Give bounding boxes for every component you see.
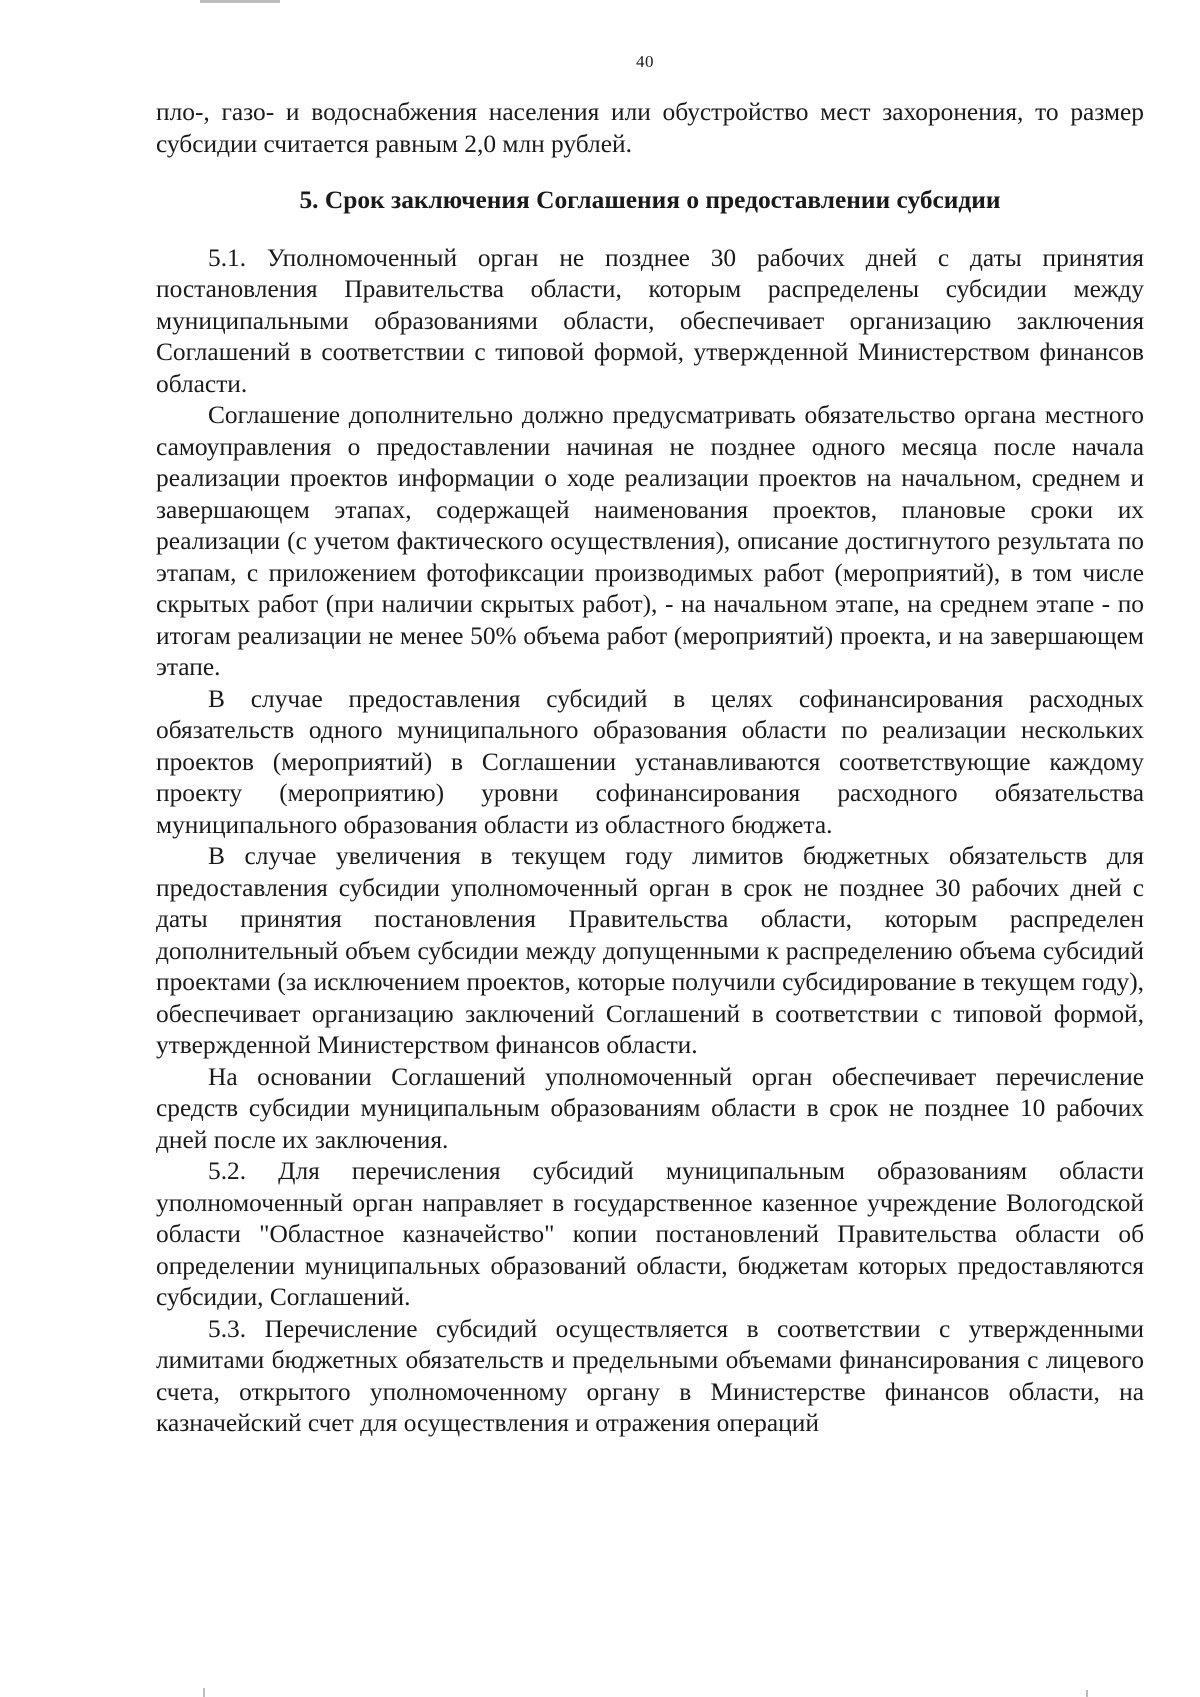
paragraph: Соглашение дополнительно должно предусматривать обязательство органа местного самоуправления о предоставлении начиная не позднее одного месяца после начала реализации проектов информации о ходе реализации проектов на начальном, среднем и завершающем этапах, содержащей наименования проектов, плановые сроки их реализации (с учетом фактического осуществления), описание достигнутого результата по этапам, с приложением фотофиксации производимых работ (мероприятий), в том числе скрытых работ (при наличии скрытых работ), - на начальном этапе, на среднем этапе - по итогам реализации не менее 50% объема работ (мероприятий) проекта, и на завершающем этапе.	[156, 401, 1144, 681]
scan-artifact-bottom-left	[203, 1688, 205, 1697]
section-heading: 5. Срок заключения Соглашения о предоставлении субсидии	[299, 186, 1001, 214]
paragraph: В случае увеличения в текущем году лимитов бюджетных обязательств для предоставления субсидии уполномоченный орган в срок не позднее 30 рабочих дней с даты принятия постановления Правительства области, которым распределен дополнительный объем субсидии между допущенными к распределению объема субсидий проектами (за исключением проектов, которые получили субсидирование в текущем году), обеспечивает организацию заключений Соглашений в соответствии с типовой формой, утвержденной Министерством финансов области.	[156, 842, 1144, 1059]
scan-artifact-bottom-right	[1086, 1690, 1088, 1697]
paragraph-continuation: пло-, газо- и водоснабжения населения или обустройство мест захоронения, то размер субсидии считается равным 2,0 млн рублей.	[156, 98, 1144, 158]
paragraph: В случае предоставления субсидий в целях софинансирования расходных обязательств одного муниципального образования области по реализации нескольких проектов (мероприятий) в Соглашении устанавливаются соответствующие каждому проекту (мероприятию) уровни софинансирования расходного обязательства муниципального образования области из областного бюджета.	[156, 684, 1144, 839]
page-number: 40	[636, 52, 654, 71]
document-body	[156, 97, 1144, 1440]
paragraph: На основании Соглашений уполномоченный орган обеспечивает перечисление средств субсидии муниципальным образованиям области в срок не позднее 10 рабочих дней после их заключения.	[156, 1062, 1144, 1154]
paragraph: 5.1. Уполномоченный орган не позднее 30 рабочих дней с даты принятия постановления Правительства области, которым распределены субсидии между муниципальными образованиями области, обеспечивает организацию заключения Соглашений в соответствии с типовой формой, утвержденной Министерством финансов области.	[156, 243, 1144, 398]
paragraph: 5.2. Для перечисления субсидий муниципальным образованиям области уполномоченный орган направляет в государственное казенное учреждение Вологодской области "Областное казначейство" копии постановлений Правительства области об определении муниципальных образований области, бюджетам которых предоставляются субсидии, Соглашений.	[156, 1157, 1144, 1311]
paragraph: 5.3. Перечисление субсидий осуществляется в соответствии с утвержденными лимитами бюджетных обязательств и предельными объемами финансирования с лицевого счета, открытого уполномоченному органу в Министерстве финансов области, на казначейский счет для осуществления и отражения операций	[156, 1314, 1144, 1437]
scan-artifact-top	[200, 0, 280, 3]
